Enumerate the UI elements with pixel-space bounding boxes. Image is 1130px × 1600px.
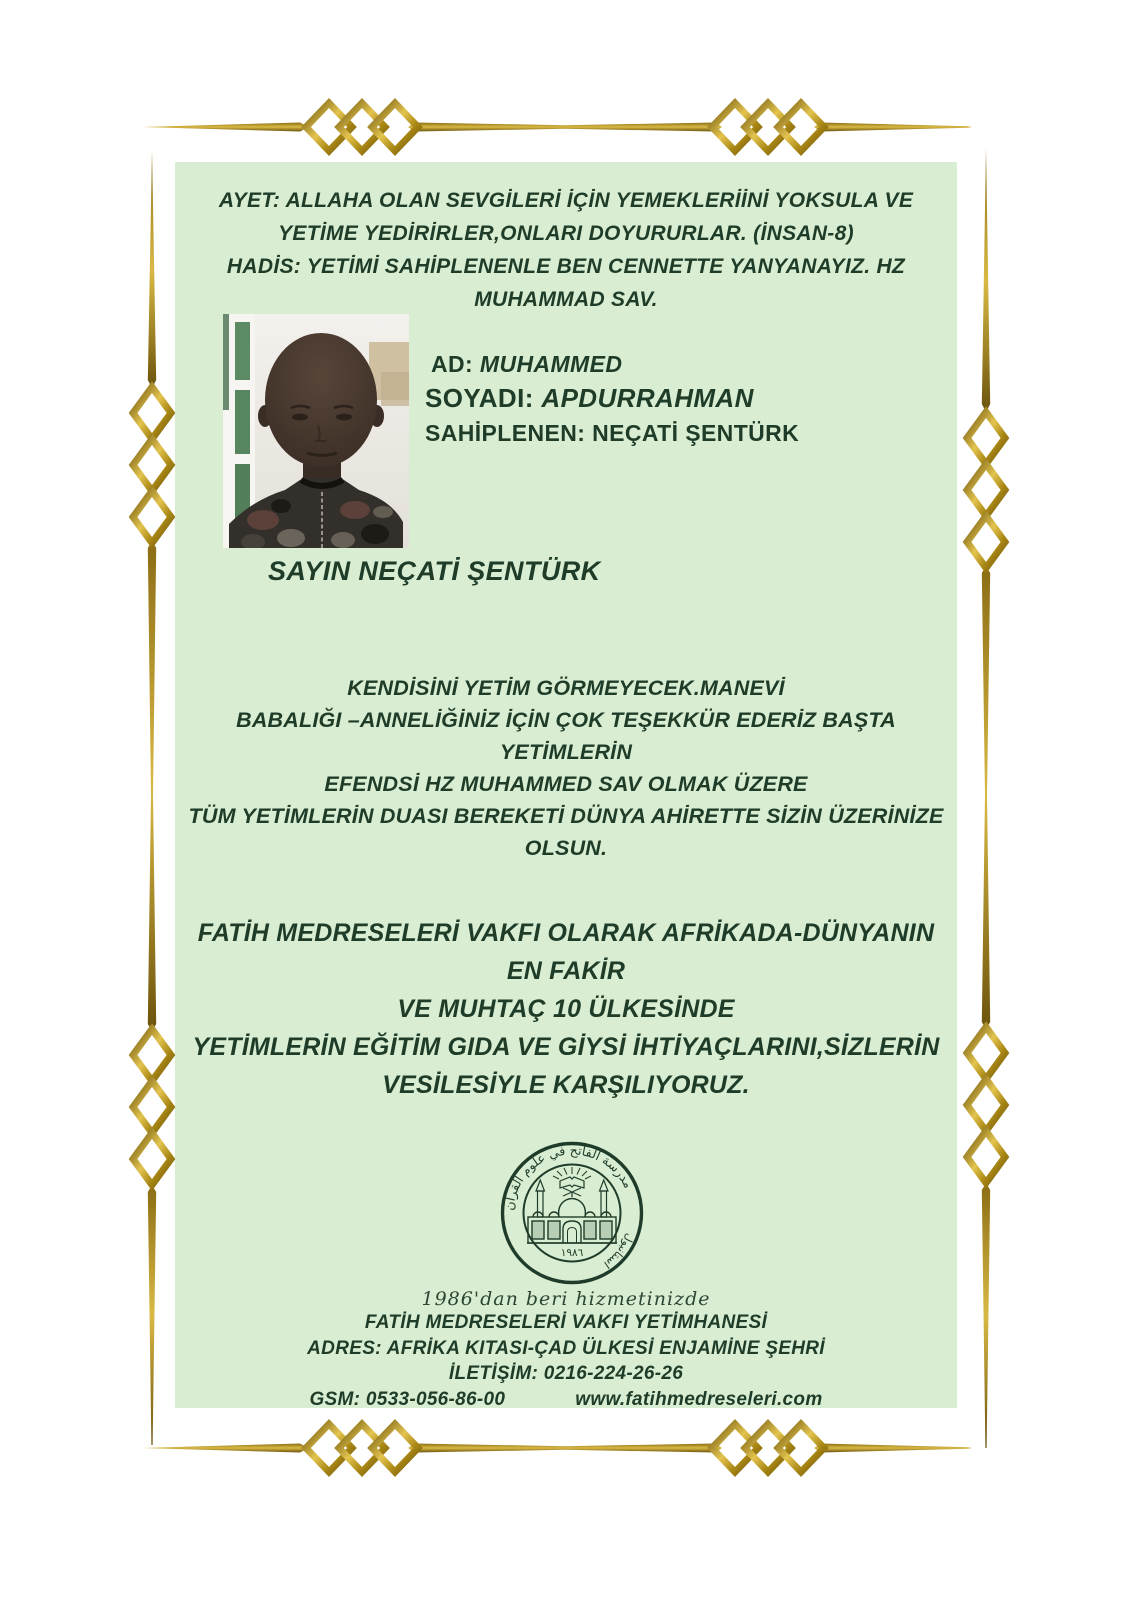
gold-border-left <box>133 150 171 1445</box>
orphan-name-row <box>425 348 845 381</box>
footer-block <box>175 1288 957 1412</box>
gsm-website-row <box>175 1387 957 1413</box>
orphan-photo <box>223 314 409 548</box>
thanks-line: TÜM YETİMLERİN DUASI BEREKETİ DÜNYA AHİRETTE SİZİN ÜZERİNİZE OLSUN. <box>188 804 944 860</box>
thanks-paragraph <box>185 672 947 864</box>
salutation-line: SAYIN NEÇATİ ŞENTÜRK <box>268 556 601 586</box>
sun-rays-icon <box>553 1167 591 1179</box>
foundation-logo <box>497 1140 647 1286</box>
name-value: MUHAMMED <box>479 351 623 377</box>
logo-year: ١٩٨٦ <box>560 1247 584 1259</box>
mission-line: FATİH MEDRESELERİ VAKFI OLARAK AFRİKADA-DÜNYANIN EN FAKİR <box>197 919 935 985</box>
hadis-line: HADİS: YETİMİ SAHİPLENENLE BEN CENNETTE YANYANAYIZ. HZ MUHAMMAD SAV. <box>226 255 906 311</box>
svg-text:مدرسة الفاتح في علوم القرآن <box>501 1142 636 1211</box>
mission-line: YETİMLERİN EĞİTİM GIDA VE GİYSİ İHTİYAÇLARINI,SİZLERİN <box>192 1033 940 1061</box>
sponsor-row <box>425 416 845 450</box>
gsm-number: GSM: 0533-056-86-00 <box>309 1388 506 1410</box>
name-label: AD: <box>431 351 474 377</box>
surname-label: SOYADI: <box>425 383 534 413</box>
footer-tagline: 1986'dan beri hizmetinizde <box>421 1288 711 1310</box>
surname-value: APDURRAHMAN <box>541 383 754 413</box>
orphan-info-block <box>425 348 845 450</box>
mission-line: VESİLESİYLE KARŞILIYORUZ. <box>382 1071 750 1099</box>
address-line: ADRES: AFRİKA KITASI-ÇAD ÜLKESİ ENJAMİNE ŞEHRİ <box>307 1337 825 1359</box>
logo-city-text: استانبول <box>601 1231 637 1272</box>
mosque-icon <box>527 1167 617 1243</box>
gold-border-right <box>967 148 1005 1448</box>
ayet-hadis-block <box>195 184 937 316</box>
mission-line: VE MUHTAÇ 10 ÜLKESİNDE <box>397 995 735 1023</box>
orphan-surname-row <box>425 381 845 416</box>
org-name-line: FATİH MEDRESELERİ VAKFI YETİMHANESİ <box>364 1312 768 1333</box>
foundation-emblem <box>497 1140 647 1286</box>
sponsor-label: SAHİPLENEN: <box>425 420 586 446</box>
contact-line: İLETİŞİM: 0216-224-26-26 <box>448 1363 684 1384</box>
sponsor-value: NEÇATİ ŞENTÜRK <box>592 420 800 446</box>
mission-paragraph <box>185 914 947 1104</box>
thanks-line: EFENDSİ HZ MUHAMMED SAV OLMAK ÜZERE <box>324 772 808 796</box>
gold-border-top <box>142 103 972 151</box>
logo-ring-text: مدرسة الفاتح في علوم القرآن <box>501 1142 637 1212</box>
website-url: www.fatihmedreseleri.com <box>575 1388 823 1410</box>
ayet-line-2: YETİME YEDİRİRLER,ONLARI DOYURURLAR. (İNSAN-8) <box>278 222 854 245</box>
orphan-photo-image <box>223 314 409 548</box>
ayet-line-1: AYET: ALLAHA OLAN SEVGİLERİ İÇİN YEMEKLERİİNİ YOKSULA VE <box>218 189 914 212</box>
thanks-line: KENDİSİNİ YETİM GÖRMEYECEK.MANEVİ <box>347 676 785 700</box>
gold-border-bottom <box>142 1424 972 1472</box>
thanks-line: BABALIĞI –ANNELİĞİNİZ İÇİN ÇOK TEŞEKKÜR EDERİZ BAŞTA YETİMLERİN <box>236 708 896 764</box>
